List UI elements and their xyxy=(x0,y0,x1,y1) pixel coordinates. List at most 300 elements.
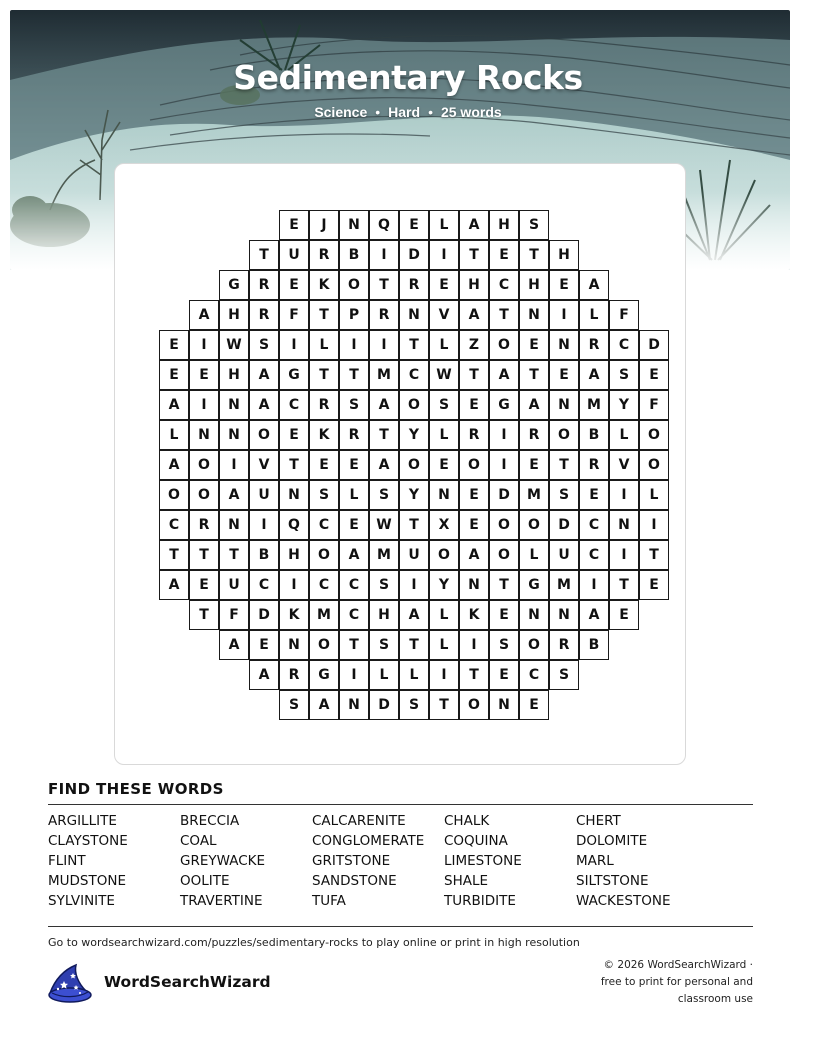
grid-cell[interactable]: L xyxy=(639,480,669,510)
grid-cell[interactable]: M xyxy=(549,570,579,600)
grid-cell[interactable]: V xyxy=(249,450,279,480)
grid-cell[interactable]: E xyxy=(339,510,369,540)
grid-cell[interactable]: E xyxy=(639,570,669,600)
grid-cell[interactable]: W xyxy=(429,360,459,390)
grid-cell[interactable]: R xyxy=(309,390,339,420)
grid-cell[interactable]: S xyxy=(339,390,369,420)
grid-cell[interactable]: S xyxy=(369,570,399,600)
grid-cell[interactable]: O xyxy=(489,540,519,570)
grid-cell[interactable]: Q xyxy=(369,210,399,240)
separator-dot: • xyxy=(375,104,381,120)
grid-cell[interactable]: I xyxy=(429,240,459,270)
grid-cell[interactable]: D xyxy=(549,510,579,540)
grid-cell[interactable]: A xyxy=(369,450,399,480)
grid-cell[interactable]: N xyxy=(399,300,429,330)
grid-cell[interactable]: N xyxy=(339,210,369,240)
grid-cell[interactable]: M xyxy=(309,600,339,630)
grid-cell[interactable]: E xyxy=(489,600,519,630)
grid-cell[interactable]: K xyxy=(309,270,339,300)
grid-cell[interactable]: E xyxy=(429,450,459,480)
grid-row xyxy=(219,270,609,300)
puzzle-meta xyxy=(0,104,816,120)
grid-cell[interactable]: U xyxy=(219,570,249,600)
grid-cell[interactable]: O xyxy=(459,690,489,720)
grid-cell[interactable]: S xyxy=(369,630,399,660)
grid-cell[interactable]: A xyxy=(219,480,249,510)
grid-cell[interactable]: L xyxy=(429,600,459,630)
word-list-item: CALCARENITE xyxy=(312,813,406,829)
grid-cell[interactable]: A xyxy=(579,600,609,630)
grid-cell[interactable]: S xyxy=(279,690,309,720)
grid-cell[interactable]: T xyxy=(399,330,429,360)
grid-cell[interactable]: S xyxy=(369,480,399,510)
footer-link-text[interactable]: Go to wordsearchwizard.com/puzzles/sedimentary-rocks to play online or print in high resolution xyxy=(48,936,580,949)
grid-cell[interactable]: O xyxy=(339,270,369,300)
grid-cell[interactable]: C xyxy=(519,660,549,690)
grid-cell[interactable]: A xyxy=(459,210,489,240)
copyright-line: classroom use xyxy=(677,993,753,1005)
grid-cell[interactable]: O xyxy=(309,540,339,570)
grid-cell[interactable]: T xyxy=(369,420,399,450)
grid-cell[interactable]: K xyxy=(459,600,489,630)
grid-row xyxy=(189,300,639,330)
grid-row xyxy=(159,360,669,390)
grid-cell[interactable]: C xyxy=(489,270,519,300)
grid-cell[interactable]: L xyxy=(309,330,339,360)
grid-cell[interactable]: L xyxy=(429,210,459,240)
grid-cell[interactable]: N xyxy=(219,390,249,420)
grid-cell[interactable]: E xyxy=(279,420,309,450)
grid-cell[interactable]: R xyxy=(249,270,279,300)
grid-cell[interactable]: E xyxy=(189,570,219,600)
grid-cell[interactable]: S xyxy=(309,480,339,510)
grid-cell[interactable]: E xyxy=(489,240,519,270)
grid-cell[interactable]: I xyxy=(579,570,609,600)
grid-cell[interactable]: H xyxy=(489,210,519,240)
grid-cell[interactable]: C xyxy=(399,360,429,390)
grid-cell[interactable]: G xyxy=(519,570,549,600)
grid-cell[interactable]: C xyxy=(609,330,639,360)
grid-cell[interactable]: A xyxy=(519,390,549,420)
grid-cell[interactable]: L xyxy=(519,540,549,570)
word-list-item: CHERT xyxy=(576,813,621,829)
grid-row xyxy=(159,420,669,450)
grid-cell[interactable]: U xyxy=(249,480,279,510)
grid-cell[interactable]: N xyxy=(609,510,639,540)
grid-cell[interactable]: I xyxy=(279,330,309,360)
word-list-item: TRAVERTINE xyxy=(180,893,263,909)
grid-cell[interactable]: Y xyxy=(399,420,429,450)
grid-cell[interactable]: A xyxy=(309,690,339,720)
brand-name[interactable]: WordSearchWizard xyxy=(104,973,271,991)
divider xyxy=(48,926,753,927)
grid-cell[interactable]: T xyxy=(519,240,549,270)
grid-cell[interactable]: O xyxy=(489,510,519,540)
grid-cell[interactable]: E xyxy=(159,330,189,360)
grid-cell[interactable]: O xyxy=(189,450,219,480)
grid-cell[interactable]: T xyxy=(309,300,339,330)
grid-cell[interactable]: A xyxy=(249,390,279,420)
grid-cell[interactable]: W xyxy=(219,330,249,360)
grid-cell[interactable]: E xyxy=(459,480,489,510)
grid-cell[interactable]: G xyxy=(489,390,519,420)
grid-cell[interactable]: N xyxy=(429,480,459,510)
grid-cell[interactable]: A xyxy=(459,300,489,330)
word-count-label: 25 words xyxy=(440,104,502,120)
grid-cell[interactable]: C xyxy=(309,570,339,600)
grid-cell[interactable]: T xyxy=(339,630,369,660)
grid-cell[interactable]: X xyxy=(429,510,459,540)
grid-cell[interactable]: I xyxy=(219,450,249,480)
grid-row xyxy=(159,510,669,540)
grid-cell[interactable]: T xyxy=(219,540,249,570)
grid-cell[interactable]: I xyxy=(339,660,369,690)
grid-cell[interactable]: T xyxy=(399,510,429,540)
grid-cell[interactable]: F xyxy=(639,390,669,420)
grid-cell[interactable]: F xyxy=(609,300,639,330)
grid-cell[interactable]: N xyxy=(219,510,249,540)
grid-cell[interactable]: T xyxy=(339,360,369,390)
grid-cell[interactable]: O xyxy=(249,420,279,450)
grid-cell[interactable]: T xyxy=(189,600,219,630)
grid-cell[interactable]: B xyxy=(339,240,369,270)
grid-cell[interactable]: A xyxy=(189,300,219,330)
grid-cell[interactable]: H xyxy=(459,270,489,300)
grid-cell[interactable]: L xyxy=(369,660,399,690)
grid-cell[interactable]: L xyxy=(399,660,429,690)
grid-cell[interactable]: E xyxy=(519,450,549,480)
grid-cell[interactable]: E xyxy=(249,630,279,660)
grid-cell[interactable]: Y xyxy=(609,390,639,420)
grid-cell[interactable]: D xyxy=(489,480,519,510)
grid-row xyxy=(159,450,669,480)
word-list-item: CLAYSTONE xyxy=(48,833,128,849)
grid-cell[interactable]: G xyxy=(309,660,339,690)
grid-cell[interactable]: A xyxy=(159,390,189,420)
grid-cell[interactable]: I xyxy=(609,540,639,570)
divider xyxy=(48,804,753,805)
grid-cell[interactable]: I xyxy=(549,300,579,330)
grid-cell[interactable]: I xyxy=(369,240,399,270)
grid-cell[interactable]: L xyxy=(429,630,459,660)
grid-cell[interactable]: E xyxy=(459,510,489,540)
grid-cell[interactable]: I xyxy=(459,630,489,660)
grid-cell[interactable]: M xyxy=(369,540,399,570)
word-list-item: WACKESTONE xyxy=(576,893,671,909)
word-list-item: ARGILLITE xyxy=(48,813,117,829)
grid-cell[interactable]: N xyxy=(549,330,579,360)
grid-cell[interactable]: N xyxy=(549,390,579,420)
grid-cell[interactable]: T xyxy=(429,690,459,720)
grid-cell[interactable]: I xyxy=(429,660,459,690)
word-list-item: GREYWACKE xyxy=(180,853,266,869)
grid-cell[interactable]: A xyxy=(339,540,369,570)
grid-cell[interactable]: R xyxy=(369,300,399,330)
grid-cell[interactable]: S xyxy=(429,390,459,420)
grid-cell[interactable]: U xyxy=(279,240,309,270)
grid-cell[interactable]: U xyxy=(399,540,429,570)
grid-cell[interactable]: U xyxy=(549,540,579,570)
grid-cell[interactable]: E xyxy=(519,690,549,720)
grid-cell[interactable]: C xyxy=(579,510,609,540)
grid-row xyxy=(159,570,669,600)
grid-cell[interactable]: O xyxy=(639,420,669,450)
grid-cell[interactable]: R xyxy=(579,450,609,480)
word-list-item: CHALK xyxy=(444,813,490,829)
grid-cell[interactable]: O xyxy=(519,510,549,540)
grid-cell[interactable]: N xyxy=(339,690,369,720)
grid-cell[interactable]: L xyxy=(429,330,459,360)
grid-cell[interactable]: R xyxy=(249,300,279,330)
grid-cell[interactable]: E xyxy=(459,390,489,420)
word-list-item: COQUINA xyxy=(444,833,508,849)
grid-cell[interactable]: H xyxy=(549,240,579,270)
word-list-item: MUDSTONE xyxy=(48,873,126,889)
grid-cell[interactable]: C xyxy=(159,510,189,540)
grid-cell[interactable]: T xyxy=(489,300,519,330)
grid-cell[interactable]: O xyxy=(639,450,669,480)
grid-cell[interactable]: C xyxy=(249,570,279,600)
grid-cell[interactable]: T xyxy=(249,240,279,270)
grid-cell[interactable]: O xyxy=(189,480,219,510)
word-list-item: SANDSTONE xyxy=(312,873,397,889)
grid-cell[interactable]: N xyxy=(489,690,519,720)
grid-cell[interactable]: E xyxy=(549,360,579,390)
grid-cell[interactable]: S xyxy=(609,360,639,390)
grid-cell[interactable]: O xyxy=(549,420,579,450)
grid-cell[interactable]: J xyxy=(309,210,339,240)
grid-cell[interactable]: M xyxy=(369,360,399,390)
grid-cell[interactable]: C xyxy=(579,540,609,570)
grid-cell[interactable]: E xyxy=(279,210,309,240)
grid-cell[interactable]: I xyxy=(279,570,309,600)
grid-cell[interactable]: C xyxy=(309,510,339,540)
grid-cell[interactable]: R xyxy=(399,270,429,300)
grid-cell[interactable]: T xyxy=(189,540,219,570)
grid-cell[interactable]: I xyxy=(189,390,219,420)
grid-cell[interactable]: E xyxy=(429,270,459,300)
grid-cell[interactable]: N xyxy=(219,420,249,450)
grid-cell[interactable]: W xyxy=(369,510,399,540)
grid-cell[interactable]: S xyxy=(489,630,519,660)
word-list-item: TURBIDITE xyxy=(444,893,516,909)
grid-cell[interactable]: R xyxy=(309,240,339,270)
grid-cell[interactable]: H xyxy=(219,300,249,330)
grid-cell[interactable]: L xyxy=(579,300,609,330)
grid-cell[interactable]: T xyxy=(459,660,489,690)
grid-cell[interactable]: A xyxy=(459,540,489,570)
grid-cell[interactable]: K xyxy=(309,420,339,450)
grid-cell[interactable]: O xyxy=(399,450,429,480)
word-list-item: SILTSTONE xyxy=(576,873,649,889)
grid-cell[interactable]: C xyxy=(339,570,369,600)
grid-cell[interactable]: A xyxy=(219,630,249,660)
grid-cell[interactable]: K xyxy=(279,600,309,630)
copyright-notice xyxy=(583,957,753,1008)
grid-cell[interactable]: V xyxy=(429,300,459,330)
word-list-item: BRECCIA xyxy=(180,813,240,829)
grid-cell[interactable]: N xyxy=(279,630,309,660)
grid-cell[interactable]: F xyxy=(219,600,249,630)
grid-cell[interactable]: R xyxy=(519,420,549,450)
grid-cell[interactable]: L xyxy=(429,420,459,450)
word-list-item: CONGLOMERATE xyxy=(312,833,425,849)
grid-cell[interactable]: E xyxy=(159,360,189,390)
grid-cell[interactable]: S xyxy=(249,330,279,360)
grid-cell[interactable]: H xyxy=(219,360,249,390)
grid-cell[interactable]: Q xyxy=(279,510,309,540)
grid-cell[interactable]: S xyxy=(519,210,549,240)
grid-cell[interactable]: E xyxy=(399,210,429,240)
grid-cell[interactable]: E xyxy=(609,600,639,630)
grid-cell[interactable]: E xyxy=(189,360,219,390)
grid-cell[interactable]: I xyxy=(489,450,519,480)
grid-row xyxy=(279,690,549,720)
grid-cell[interactable]: D xyxy=(249,600,279,630)
grid-cell[interactable]: R xyxy=(189,510,219,540)
grid-cell[interactable]: H xyxy=(369,600,399,630)
word-list-item: COAL xyxy=(180,833,217,849)
puzzle-card xyxy=(114,163,686,765)
grid-cell[interactable]: E xyxy=(489,660,519,690)
grid-cell[interactable]: N xyxy=(519,300,549,330)
grid-cell[interactable]: M xyxy=(579,390,609,420)
grid-cell[interactable]: C xyxy=(339,600,369,630)
grid-cell[interactable]: B xyxy=(249,540,279,570)
grid-cell[interactable]: T xyxy=(549,450,579,480)
grid-cell[interactable]: I xyxy=(489,420,519,450)
grid-cell[interactable]: N xyxy=(279,480,309,510)
grid-cell[interactable]: R xyxy=(549,630,579,660)
grid-cell[interactable]: M xyxy=(519,480,549,510)
grid-cell[interactable]: H xyxy=(519,270,549,300)
grid-cell[interactable]: E xyxy=(639,360,669,390)
grid-cell[interactable]: L xyxy=(339,480,369,510)
grid-cell[interactable]: N xyxy=(549,600,579,630)
grid-cell[interactable]: L xyxy=(609,420,639,450)
grid-cell[interactable]: F xyxy=(279,300,309,330)
grid-cell[interactable]: T xyxy=(309,360,339,390)
grid-row xyxy=(159,330,669,360)
grid-cell[interactable]: I xyxy=(639,510,669,540)
grid-cell[interactable]: T xyxy=(279,450,309,480)
grid-cell[interactable]: E xyxy=(339,450,369,480)
word-list-item: FLINT xyxy=(48,853,86,869)
grid-cell[interactable]: T xyxy=(459,360,489,390)
grid-row xyxy=(219,630,609,660)
grid-cell[interactable]: E xyxy=(579,480,609,510)
grid-cell[interactable]: A xyxy=(369,390,399,420)
grid-cell[interactable]: G xyxy=(219,270,249,300)
grid-cell[interactable]: B xyxy=(579,420,609,450)
word-list-heading: FIND THESE WORDS xyxy=(48,780,224,798)
grid-cell[interactable]: I xyxy=(399,570,429,600)
grid-cell[interactable]: A xyxy=(159,450,189,480)
grid-cell[interactable]: S xyxy=(549,480,579,510)
grid-cell[interactable]: P xyxy=(339,300,369,330)
grid-cell[interactable]: N xyxy=(189,420,219,450)
grid-cell[interactable]: R xyxy=(279,660,309,690)
grid-cell[interactable]: E xyxy=(519,330,549,360)
grid-cell[interactable]: O xyxy=(519,630,549,660)
grid-cell[interactable]: D xyxy=(369,690,399,720)
word-list-item: MARL xyxy=(576,853,614,869)
grid-cell[interactable]: C xyxy=(279,390,309,420)
grid-cell[interactable]: Z xyxy=(459,330,489,360)
grid-cell[interactable]: T xyxy=(369,270,399,300)
grid-cell[interactable]: O xyxy=(429,540,459,570)
grid-cell[interactable]: E xyxy=(309,450,339,480)
grid-cell[interactable]: A xyxy=(249,660,279,690)
grid-cell[interactable]: A xyxy=(249,360,279,390)
grid-cell[interactable]: G xyxy=(279,360,309,390)
word-list-item: OOLITE xyxy=(180,873,230,889)
grid-row xyxy=(159,480,669,510)
grid-cell[interactable]: T xyxy=(519,360,549,390)
grid-cell[interactable]: A xyxy=(579,360,609,390)
grid-row xyxy=(249,660,579,690)
word-list-item: LIMESTONE xyxy=(444,853,522,869)
grid-cell[interactable]: N xyxy=(519,600,549,630)
grid-cell[interactable]: T xyxy=(159,540,189,570)
grid-cell[interactable]: A xyxy=(159,570,189,600)
grid-cell[interactable]: N xyxy=(459,570,489,600)
grid-cell[interactable]: T xyxy=(609,570,639,600)
grid-cell[interactable]: S xyxy=(549,660,579,690)
grid-cell[interactable]: I xyxy=(369,330,399,360)
grid-cell[interactable]: H xyxy=(279,540,309,570)
grid-cell[interactable]: S xyxy=(399,690,429,720)
grid-cell[interactable]: Y xyxy=(429,570,459,600)
grid-cell[interactable]: O xyxy=(159,480,189,510)
grid-cell[interactable]: R xyxy=(579,330,609,360)
grid-cell[interactable]: A xyxy=(399,600,429,630)
grid-cell[interactable]: D xyxy=(639,330,669,360)
grid-cell[interactable]: V xyxy=(609,450,639,480)
word-list xyxy=(48,813,753,913)
grid-cell[interactable]: T xyxy=(489,570,519,600)
grid-cell[interactable]: E xyxy=(549,270,579,300)
copyright-line: free to print for personal and xyxy=(600,976,753,988)
grid-cell[interactable]: B xyxy=(579,630,609,660)
grid-row xyxy=(279,210,549,240)
grid-cell[interactable]: O xyxy=(309,630,339,660)
grid-cell[interactable]: R xyxy=(339,420,369,450)
category-label: Science xyxy=(314,104,368,120)
grid-cell[interactable]: E xyxy=(279,270,309,300)
word-list-item: SYLVINITE xyxy=(48,893,115,909)
grid-cell[interactable]: L xyxy=(159,420,189,450)
grid-cell[interactable]: I xyxy=(189,330,219,360)
grid-cell[interactable]: I xyxy=(249,510,279,540)
grid-cell[interactable]: A xyxy=(579,270,609,300)
grid-cell[interactable]: R xyxy=(459,420,489,450)
grid-cell[interactable]: I xyxy=(609,480,639,510)
grid-cell[interactable]: T xyxy=(639,540,669,570)
grid-cell[interactable]: O xyxy=(459,450,489,480)
grid-cell[interactable]: D xyxy=(399,240,429,270)
grid-cell[interactable]: T xyxy=(399,630,429,660)
difficulty-label: Hard xyxy=(388,104,421,120)
grid-cell[interactable]: A xyxy=(489,360,519,390)
grid-cell[interactable]: I xyxy=(339,330,369,360)
grid-cell[interactable]: O xyxy=(489,330,519,360)
grid-cell[interactable]: T xyxy=(459,240,489,270)
grid-cell[interactable]: Y xyxy=(399,480,429,510)
word-list-item: GRITSTONE xyxy=(312,853,391,869)
grid-cell[interactable]: O xyxy=(399,390,429,420)
grid-row xyxy=(159,540,669,570)
